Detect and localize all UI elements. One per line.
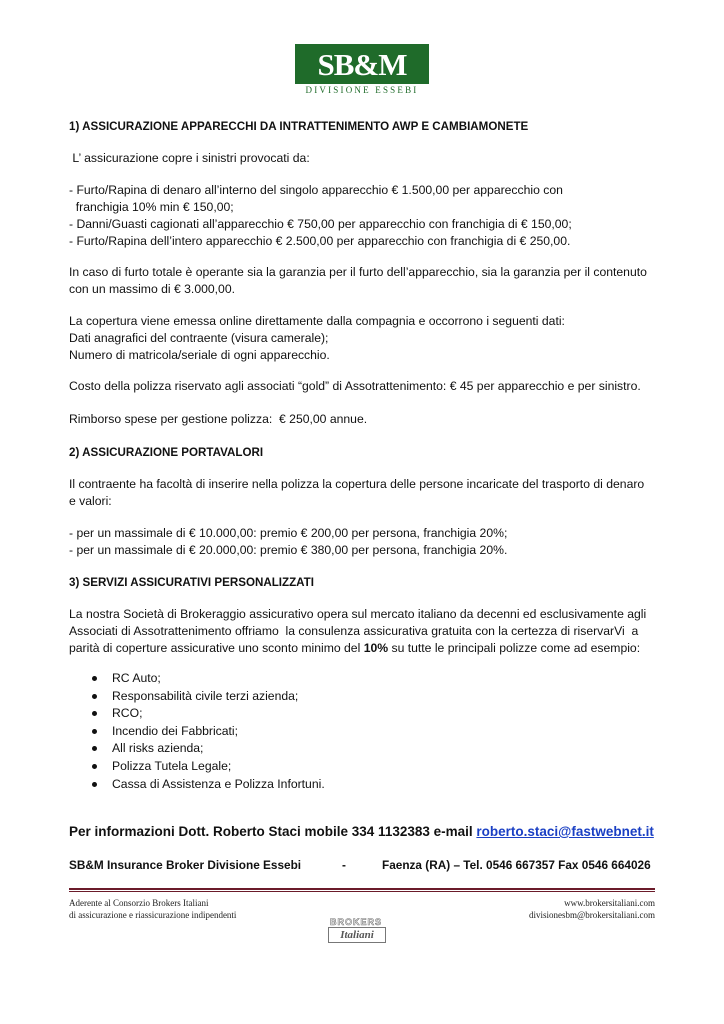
- section3-p3-pre: parità di coperture assicurative uno sconto minimo del: [69, 641, 364, 655]
- section3-p3-post: su tutte le principali polizze come ad esempio:: [388, 641, 641, 655]
- company-address: Faenza (RA) – Tel. 0546 667357 Fax 0546 664026: [382, 858, 651, 872]
- bullet-icon: [92, 711, 97, 716]
- logo-subtitle: DIVISIONE ESSEBI: [305, 85, 419, 95]
- section2-desc-b: e valori:: [69, 494, 112, 508]
- section1-refund: Rimborso spese per gestione polizza: € 250,00 annue.: [69, 412, 368, 426]
- list-item: [69, 670, 325, 688]
- list-item-label: RC Auto;: [112, 671, 161, 685]
- section3-p1: La nostra Società di Brokeraggio assicurativo opera sul mercato italiano da decenni ed esclusivamente agli: [69, 607, 647, 621]
- company-name: SB&M Insurance Broker Divisione Essebi: [69, 858, 302, 872]
- section2-title: 2) ASSICURAZIONE PORTAVALORI: [69, 446, 264, 459]
- bullet-icon: [92, 729, 97, 734]
- sbm-logo: [295, 44, 429, 100]
- list-item-label: Polizza Tutela Legale;: [112, 758, 232, 773]
- logo-main-text: SB&M: [317, 47, 407, 82]
- section1-online-b: Dati anagrafici del contraente (visura camerale);: [69, 331, 329, 345]
- discount-value: 10%: [363, 641, 389, 655]
- footer-divider: [69, 888, 655, 890]
- footer-left-2: di assicurazione e riassicurazione indipendenti: [69, 910, 237, 920]
- logo-italiani-text: Italiani: [340, 929, 374, 941]
- section2-option2: - per un massimale di € 20.000,00: premio € 380,00 per persona, franchigia 20%.: [69, 543, 508, 557]
- list-item-label: All risks azienda;: [112, 741, 204, 756]
- brokers-italiani-logo: [326, 917, 386, 943]
- logo-brokers-text: BROKERS: [329, 917, 382, 927]
- bullet-icon: [92, 746, 97, 751]
- bullet-icon: [92, 764, 97, 769]
- list-item: [69, 740, 325, 758]
- section1-item2: - Danni/Guasti cagionati all’apparecchio € 750,00 per apparecchio con franchigia di € 150,00;: [69, 217, 572, 231]
- list-item: [69, 776, 325, 794]
- list-item: [69, 758, 325, 776]
- list-item: [69, 705, 325, 723]
- footer-email[interactable]: divisionesbm@brokersitaliani.com: [528, 910, 655, 920]
- bullet-icon: [92, 676, 97, 681]
- section1-item1a: - Furto/Rapina di denaro all’interno del singolo apparecchio € 1.500,00 per apparecchio con: [69, 183, 563, 197]
- section3-title: 3) SERVIZI ASSICURATIVI PERSONALIZZATI: [69, 576, 314, 589]
- contact-label: Per informazioni Dott. Roberto Staci mobile 334 1132383 e-mail: [69, 824, 477, 839]
- list-item-label: Responsabilità civile terzi azienda;: [112, 688, 299, 703]
- list-item-label: Cassa di Assistenza e Polizza Infortuni.: [112, 776, 325, 791]
- section1-total-a: In caso di furto totale è operante sia la garanzia per il furto dell’apparecchio, sia la garanzia per il contenuto: [69, 265, 647, 279]
- section1-cost: Costo della polizza riservato agli associati “gold” di Assotrattenimento: € 45 per apparecchio e per sinistro.: [69, 379, 641, 393]
- list-item-label: RCO;: [112, 706, 143, 721]
- footer-left-1: Aderente al Consorzio Brokers Italiani: [69, 898, 209, 908]
- list-item-label: Incendio dei Fabbricati;: [112, 723, 239, 738]
- footer-website[interactable]: www.brokersitaliani.com: [564, 898, 655, 908]
- section1-item3: - Furto/Rapina dell’intero apparecchio € 2.500,00 per apparecchio con franchigia di € 250,00.: [69, 234, 571, 248]
- contact-line: [69, 824, 654, 839]
- section1-item1b: franchigia 10% min € 150,00;: [69, 200, 234, 214]
- section2-desc-a: Il contraente ha facoltà di inserire nella polizza la copertura delle persone incaricate del trasporto di denaro: [69, 477, 645, 491]
- section3-p3: [69, 640, 657, 657]
- section1-online-c: Numero di matricola/seriale di ogni apparecchio.: [69, 348, 330, 362]
- footer-divider-thin: [69, 891, 655, 892]
- company-separator: -: [342, 858, 346, 872]
- section3-p2: Associati di Assotrattenimento offriamo la consulenza assicurativa gratuita con la certezza di riservarVi a: [69, 624, 639, 638]
- section2-option1: - per un massimale di € 10.000,00: premio € 200,00 per persona, franchigia 20%;: [69, 526, 508, 540]
- list-item: [69, 688, 325, 706]
- bullet-icon: [92, 782, 97, 787]
- policy-list: [69, 670, 325, 793]
- logo-italiani-box: [328, 927, 386, 943]
- list-item: [69, 723, 325, 741]
- email-link[interactable]: roberto.staci@fastwebnet.it: [476, 824, 654, 839]
- section1-intro: L’ assicurazione copre i sinistri provocati da:: [69, 151, 310, 165]
- section1-title: 1) ASSICURAZIONE APPARECCHI DA INTRATTENIMENTO AWP E CAMBIAMONETE: [69, 120, 529, 133]
- section1-total-b: con un massimo di € 3.000,00.: [69, 282, 235, 296]
- bullet-icon: [92, 694, 97, 699]
- section1-online-a: La copertura viene emessa online direttamente dalla compagnia e occorrono i seguenti dati:: [69, 314, 565, 328]
